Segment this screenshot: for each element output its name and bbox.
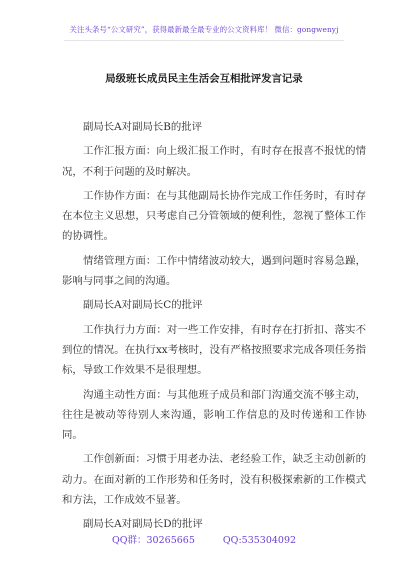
document-body — [62, 117, 366, 539]
body-paragraph: 情绪管理方面：工作中情绪波动较大，遇到问题时容易急躁，影响与同事之间的沟通。 — [62, 254, 366, 288]
footer-qq-group: QQ群：30265665 — [111, 535, 195, 546]
page-footer — [0, 532, 408, 546]
header-divider — [64, 40, 344, 41]
body-paragraph: 沟通主动性方面：与其他班子成员和部门沟通交流不够主动，往往是被动等待别人来沟通，影响工作信息的及时传递和工作协同。 — [62, 388, 366, 442]
body-paragraph: 工作创新面：习惯于用老办法、老经验工作，缺乏主动创新的动力。在面对新的工作形势和任务时，没有积极探索新的工作模式和方法，工作成效不显著。 — [62, 453, 366, 507]
body-paragraph: 工作协作方面：在与其他副局长协作完成工作任务时，有时存在本位主义思想，只考虑自己分管领域的便利性，忽视了整体工作的协调性。 — [62, 189, 366, 243]
page-header — [0, 24, 408, 35]
body-paragraph: 工作执行力方面：对一些工作安排，有时存在打折扣、落实不到位的情况。在执行xx考核时，没有严格按照要求完成各项任务指标，导致工作效果不是很理想。 — [62, 323, 366, 377]
section-heading: 副局长A对副局长C的批评 — [83, 299, 203, 312]
footer-qq-contact: QQ:535304092 — [222, 535, 297, 546]
section-heading: 副局长A对副局长D的批评 — [83, 518, 203, 531]
section-heading: 副局长A对副局长B的批评 — [83, 121, 203, 133]
body-paragraph: 工作汇报方面：向上级汇报工作时，有时存在报喜不报忧的情况，不利于问题的及时解决。 — [62, 145, 366, 178]
document-title: 局级班长成员民主生活会互相批评发言记录 — [105, 73, 303, 85]
header-promo-text: 关注头条号“公文研究”，获得最新最全最专业的公文资料库！ 微信：gongwenyj — [69, 25, 339, 34]
